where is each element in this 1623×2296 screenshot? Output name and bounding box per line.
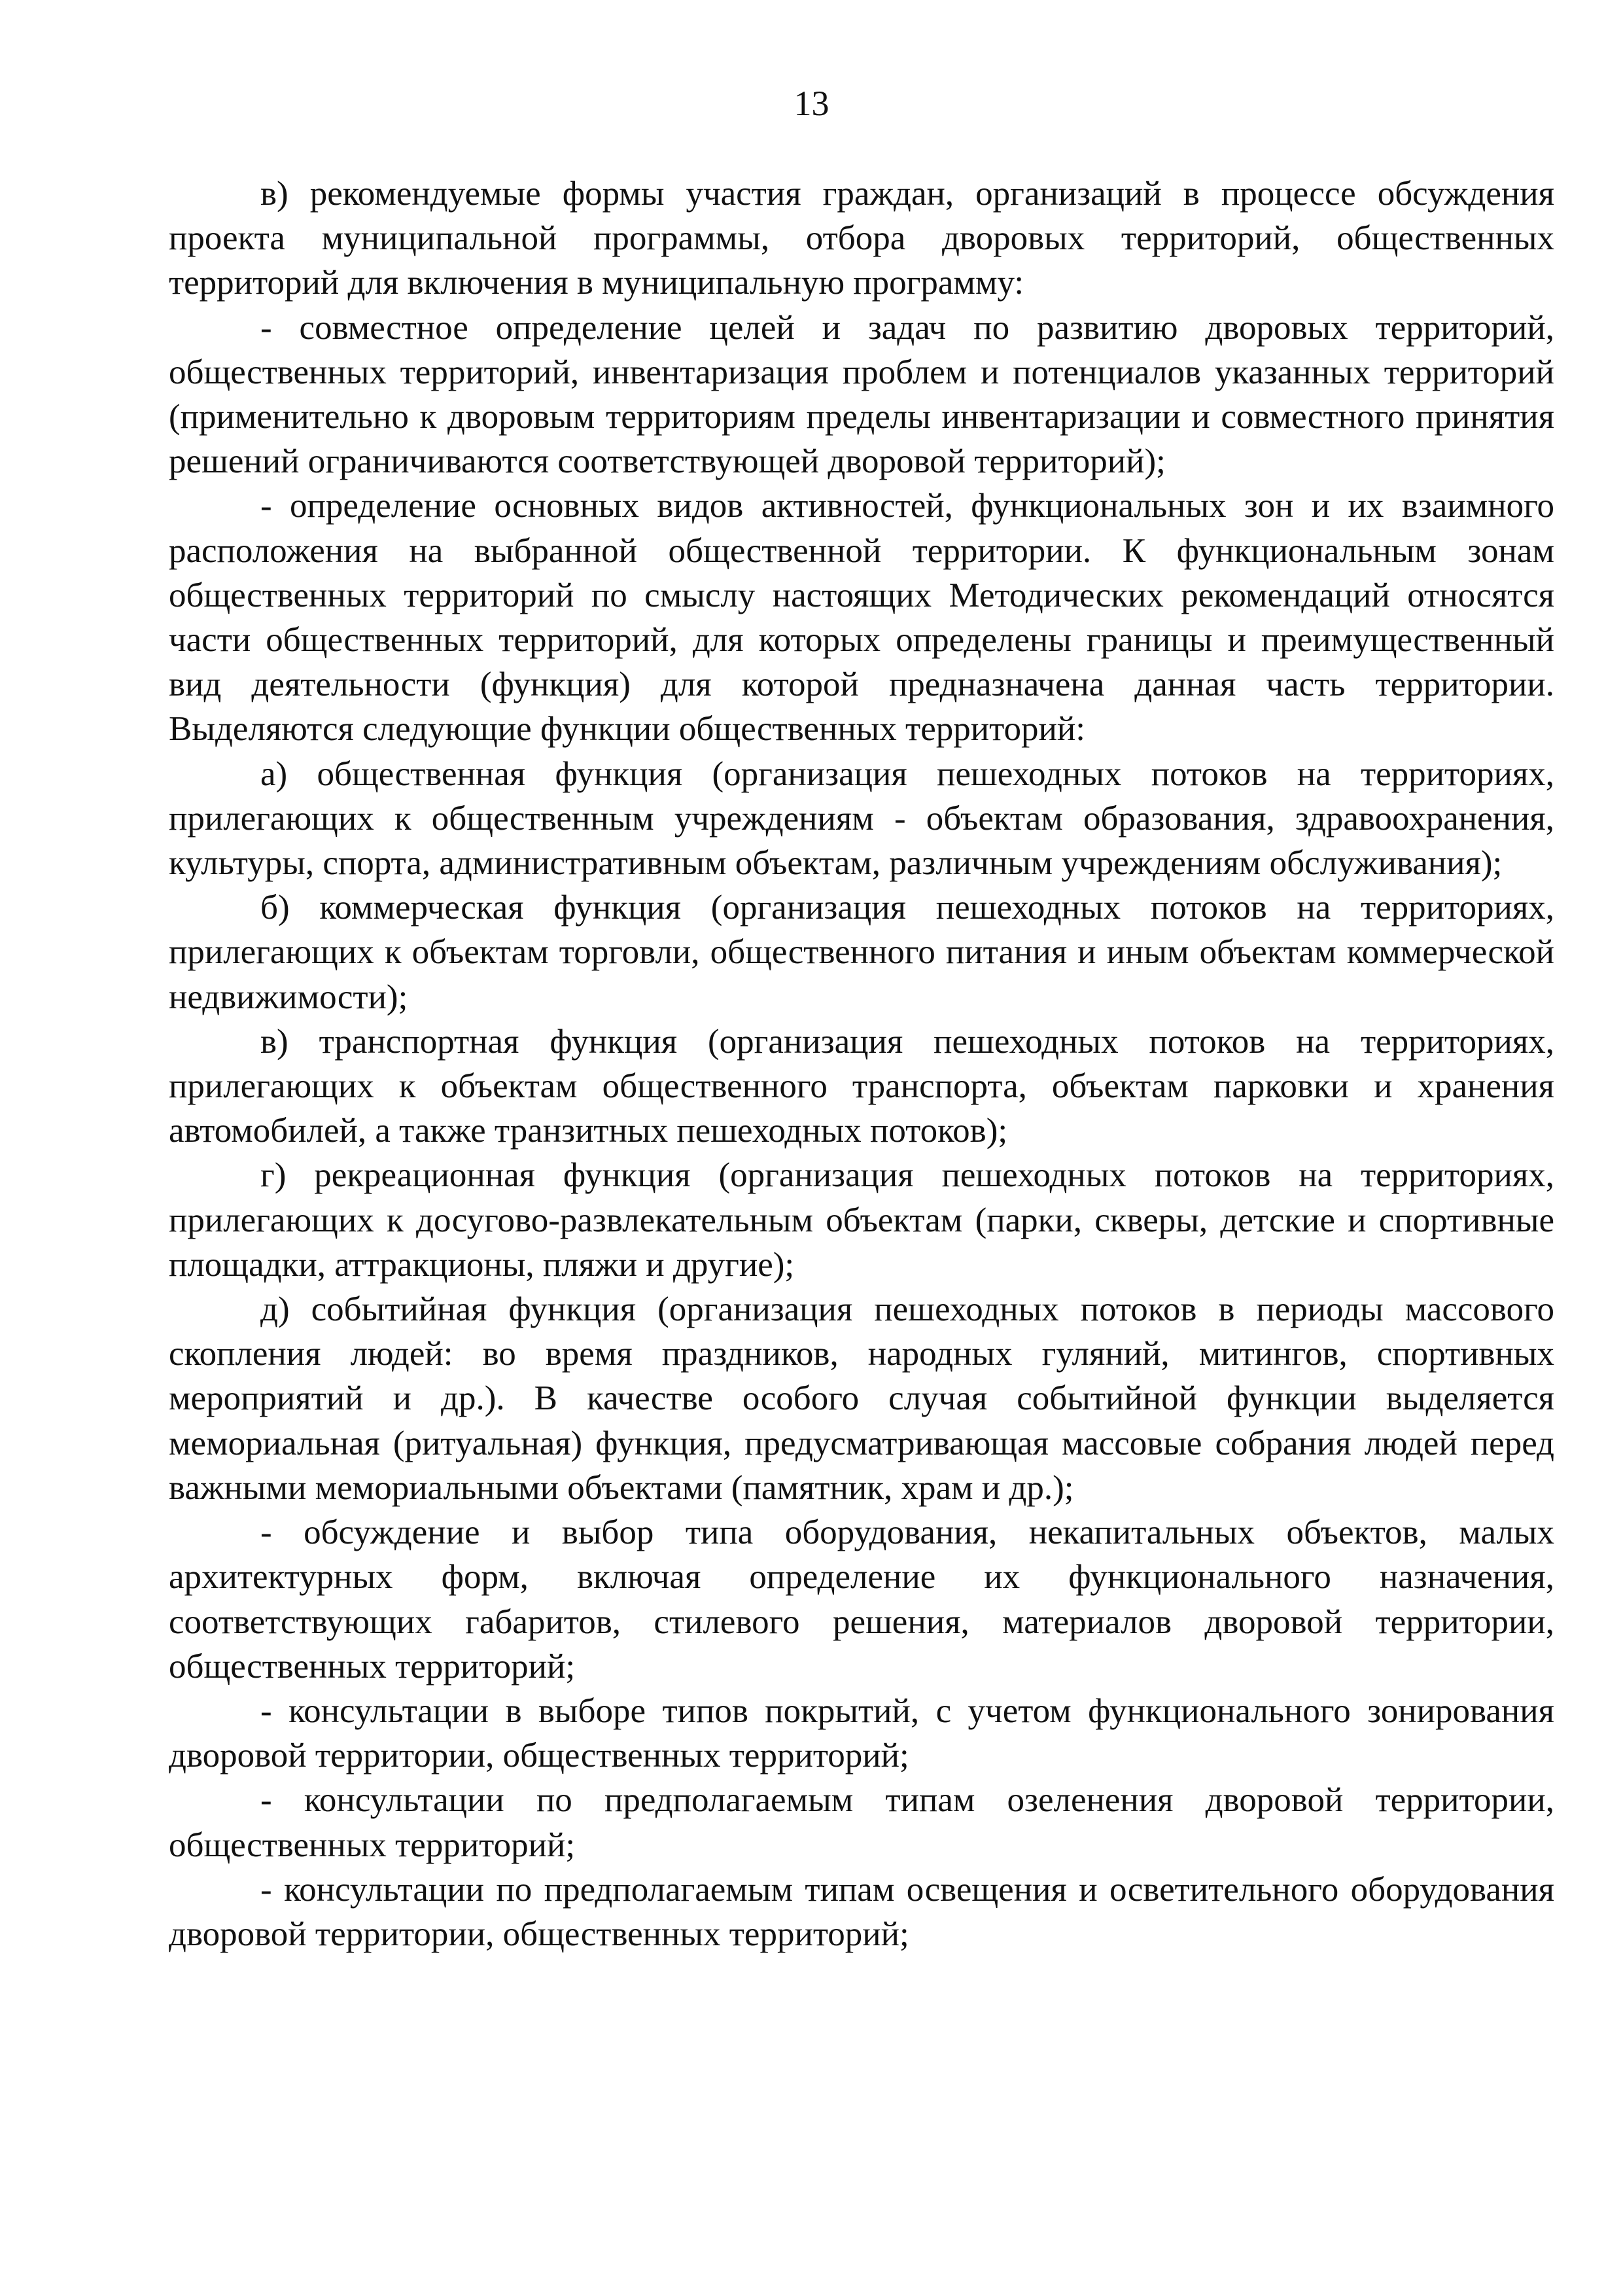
paragraph-joint-goals: - совместное определение целей и задач по развитию дворовых территорий, общественных территорий, инвентаризация проблем и потенциалов указанных территорий (применительно к дворовым территориям пределы инвентаризации и совместного принятия решений ограничиваются соответствующей дворовой территорий); [169, 308, 1554, 481]
paragraph-transport-function: в) транспортная функция (организация пешеходных потоков на территориях, прилегающих к объектам общественного транспорта, объектам парковки и хранения автомобилей, а также транзитных пешеходных потоков); [169, 1022, 1554, 1150]
paragraph-functional-zones: - определение основных видов активностей, функциональных зон и их взаимного расположения на выбранной общественной территории. К функциональным зонам общественных территорий по смыслу настоящих Методических рекомендаций относятся части общественных территорий, для которых определены границы и преимущественный вид деятельности (функция) для которой предназначена данная часть территории. Выделяются следующие функции общественных территорий: [169, 487, 1554, 749]
paragraph-commercial-function: б) коммерческая функция (организация пешеходных потоков на территориях, прилегающих к объектам торговли, общественного питания и иным объектам коммерческой недвижимости); [169, 889, 1554, 1016]
paragraph-forms-of-participation: в) рекомендуемые формы участия граждан, организаций в процессе обсуждения проекта муниципальной программы, отбора дворовых территорий, общественных территорий для включения в муниципальную программу: [169, 175, 1554, 302]
paragraph-lighting-consultation: - консультации по предполагаемым типам освещения и осветительного оборудования дворовой территории, общественных территорий; [169, 1870, 1554, 1953]
document-body [169, 171, 1554, 1956]
paragraph-public-function: а) общественная функция (организация пешеходных потоков на территориях, прилегающих к общественным учреждениям - объектам образования, здравоохранения, культуры, спорта, административным объектам, различным учреждениям обслуживания); [169, 754, 1554, 883]
paragraph-equipment-selection: - обсуждение и выбор типа оборудования, некапитальных объектов, малых архитектурных форм, включая определение их функционального назначения, соответствующих габаритов, стилевого решения, материалов дворовой территории, общественных территорий; [169, 1513, 1554, 1686]
paragraph-greening-consultation: - консультации по предполагаемым типам озеленения дворовой территории, общественных территорий; [169, 1781, 1554, 1864]
paragraph-coverage-consultation: - консультации в выборе типов покрытий, с учетом функционального зонирования дворовой территории, общественных территорий; [169, 1691, 1554, 1775]
paragraph-recreational-function: г) рекреационная функция (организация пешеходных потоков на территориях, прилегающих к досугово-развлекательным объектам (парки, скверы, детские и спортивные площадки, аттракционы, пляжи и другие); [169, 1156, 1554, 1284]
paragraph-event-function: д) событийная функция (организация пешеходных потоков в периоды массового скопления людей: во время праздников, народных гуляний, митингов, спортивных мероприятий и др.). В качестве особого случая событийной функции выделяется мемориальная (ритуальная) функция, предусматривающая массовые собрания людей перед важными мемориальными объектами (памятник, храм и др.); [169, 1290, 1554, 1507]
page-number: 13 [794, 84, 829, 123]
